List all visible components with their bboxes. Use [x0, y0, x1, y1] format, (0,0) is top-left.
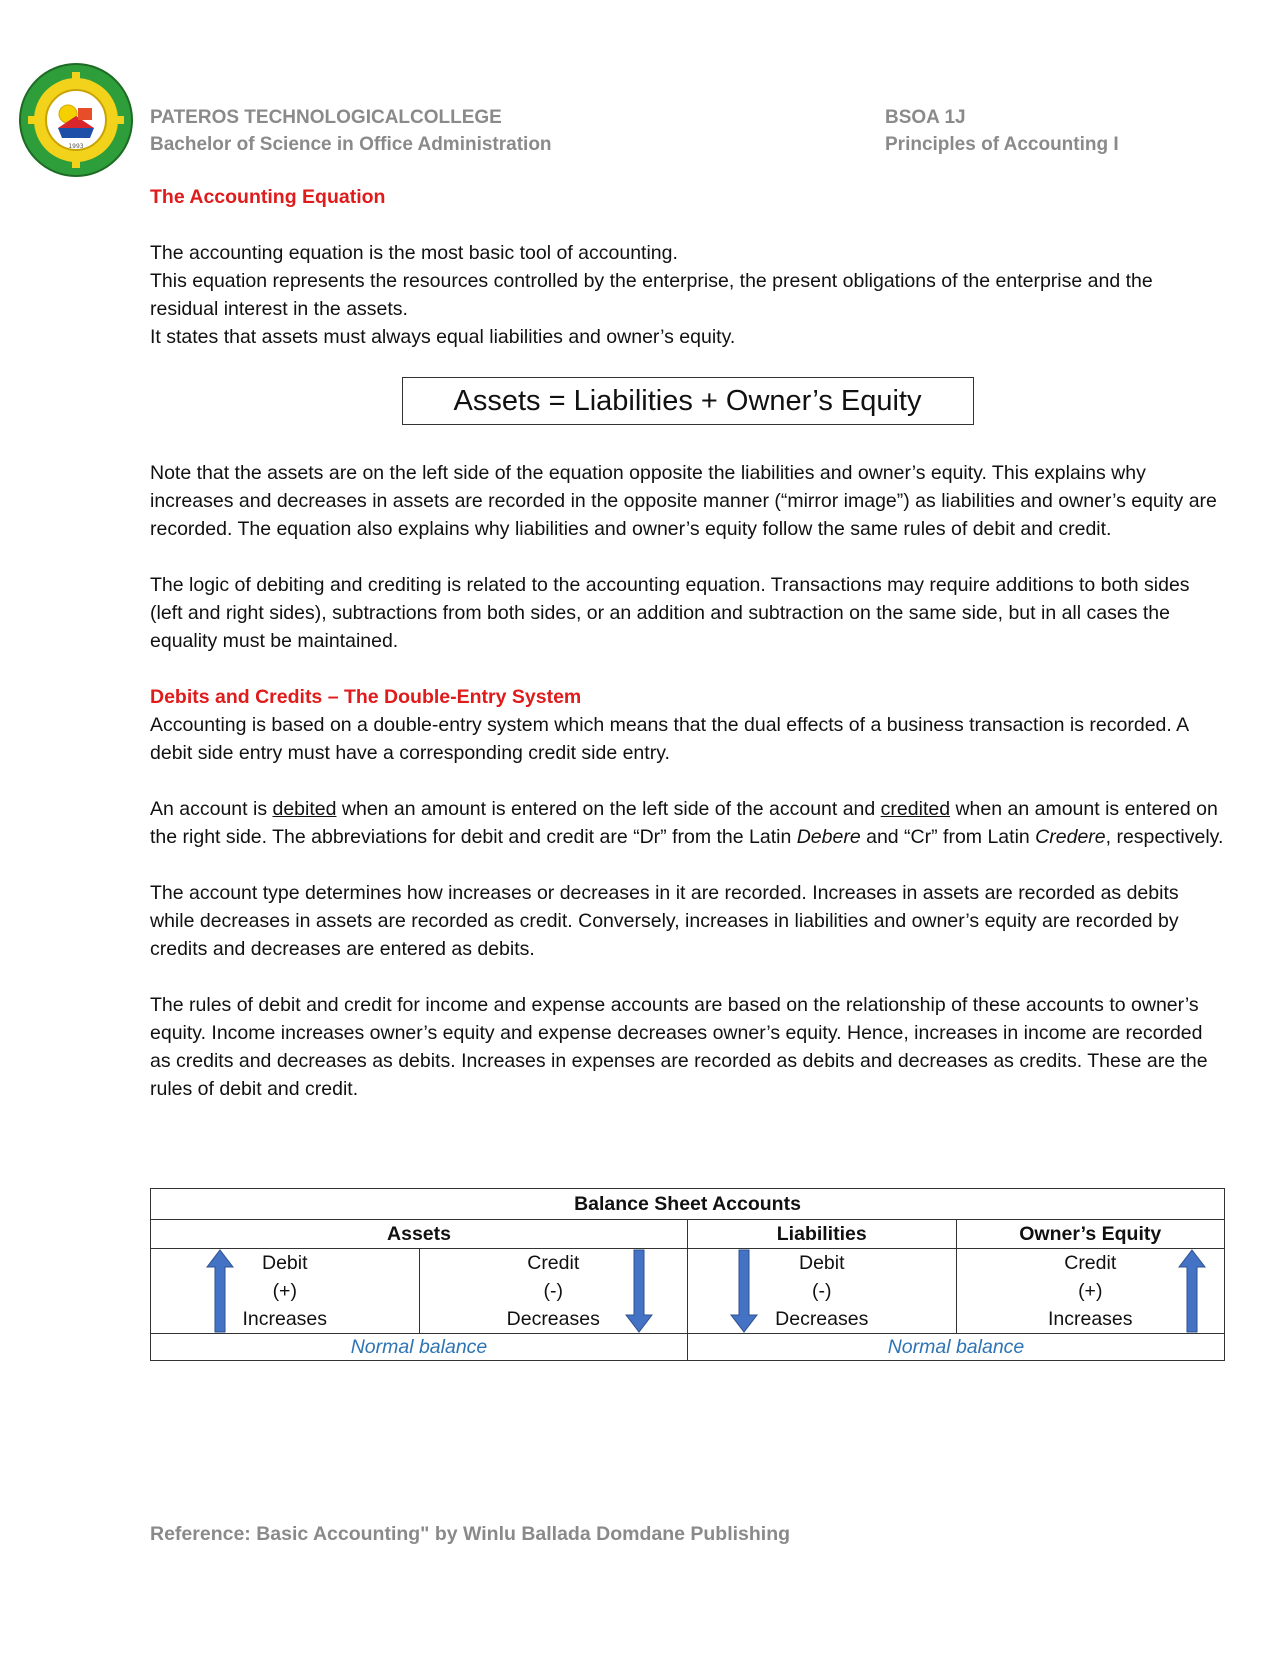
normal-balance-assets: Normal balance: [151, 1334, 688, 1361]
term-debited: debited: [272, 798, 337, 820]
header-liabilities: Liabilities: [688, 1220, 957, 1249]
normal-balance-liabilities-equity: Normal balance: [688, 1334, 1225, 1361]
intro-line-1: The accounting equation is the most basic tool of accounting.: [150, 242, 678, 264]
cell-assets-credit: Credit (-) Decreases: [419, 1249, 688, 1334]
program-name: Bachelor of Science in Office Administration: [150, 134, 552, 155]
balance-sheet-table: [150, 1188, 1225, 1361]
term-debere: Debere: [796, 826, 861, 848]
college-seal-logo: [18, 62, 134, 178]
paragraph-income-expense: The rules of debit and credit for income and expense accounts are based on the relationship of these accounts to owner’s equity. Income increases owner’s equity and expense decreases owner’s equity. Hence, increases in income are recorded as credits and decreases as debits. Increases in expenses are recorded as debits and decreases as credits. These are the rules of debit and credit.: [150, 994, 1208, 1100]
header-assets: Assets: [151, 1220, 688, 1249]
intro-line-3: It states that assets must always equal liabilities and owner’s equity.: [150, 326, 736, 348]
svg-text:1993: 1993: [68, 143, 84, 150]
school-name: PATEROS TECHNOLOGICALCOLLEGE: [150, 107, 502, 128]
document-body: [150, 183, 1225, 1103]
paragraph-logic: The logic of debiting and crediting is related to the accounting equation. Transactions may require additions to both sides (left and right sides), subtractions from both sides, or an addition and subtraction on the same side, but in all cases the equality must be maintained.: [150, 574, 1190, 652]
paragraph-account-type: The account type determines how increases or decreases in it are recorded. Increases in assets are recorded as debits while decreases in assets are recorded as credit. Conversely, increases in liabilities and owner’s equity are recorded by credits and decreases are entered as debits.: [150, 882, 1179, 960]
paragraph-debited-credited: An account is debited when an amount is entered on the left side of the account and credited when an amount is entered on the right side. The abbreviations for debit and credit are “Dr” from the Latin Debere and “Cr” from Latin Credere, respectively.: [150, 798, 1224, 848]
arrow-down-icon: [625, 1249, 653, 1333]
term-credere: Credere: [1035, 826, 1106, 848]
term-credited: credited: [880, 798, 951, 820]
section-name: BSOA 1J: [885, 107, 966, 128]
table-title: Balance Sheet Accounts: [151, 1189, 1225, 1220]
arrow-up-icon: [206, 1249, 234, 1333]
paragraph-note: Note that the assets are on the left side of the equation opposite the liabilities and owner’s equity. This explains why increases and decreases in assets are recorded in the opposite manner (“mirror image”) as liabilities and owner’s equity are recorded. The equation also explains why liabilities and owner’s equity follow the same rules of debit and credit.: [150, 462, 1217, 540]
accounting-equation-box: Assets = Liabilities + Owner’s Equity: [402, 377, 974, 425]
header-right: [885, 104, 1119, 158]
cell-liabilities-debit: Debit (-) Decreases: [688, 1249, 957, 1334]
cell-equity-credit: Credit (+) Increases: [956, 1249, 1225, 1334]
heading-debits-credits: Debits and Credits – The Double-Entry System: [150, 686, 582, 708]
reference-footer: Reference: Basic Accounting" by Winlu Ballada Domdane Publishing: [150, 1523, 791, 1545]
arrow-up-icon: [1178, 1249, 1206, 1333]
cell-assets-debit: Debit (+) Increases: [151, 1249, 420, 1334]
intro-line-2: This equation represents the resources controlled by the enterprise, the present obligations of the enterprise and the residual interest in the assets.: [150, 270, 1153, 320]
header-owners-equity: Owner’s Equity: [956, 1220, 1225, 1249]
paragraph-double-entry: Accounting is based on a double-entry system which means that the dual effects of a business transaction is recorded. A debit side entry must have a corresponding credit side entry.: [150, 714, 1189, 764]
heading-accounting-equation: The Accounting Equation: [150, 186, 386, 208]
header-left: [150, 104, 552, 158]
arrow-down-icon: [730, 1249, 758, 1333]
course-name: Principles of Accounting I: [885, 134, 1119, 155]
